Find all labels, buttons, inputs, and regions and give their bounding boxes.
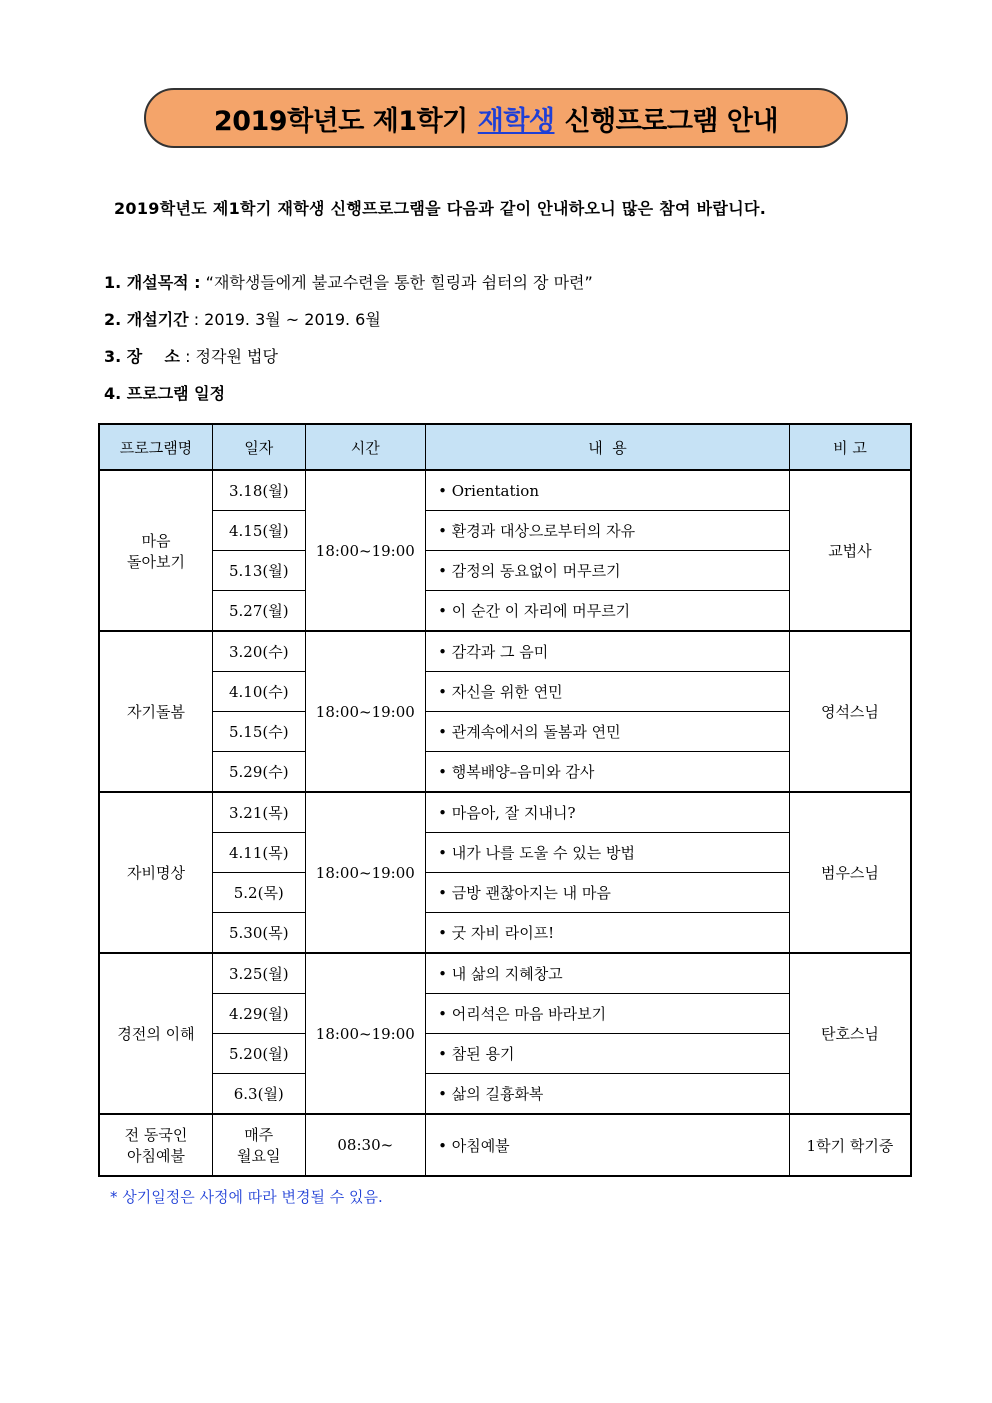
program-name-cell: 경전의 이해 xyxy=(99,953,213,1114)
info-place xyxy=(104,344,278,367)
intro-text: 2019학년도 제1학기 재학생 신행프로그램을 다음과 같이 안내하오니 많은 참여 바랍니다. xyxy=(114,199,767,218)
table-row xyxy=(99,873,911,913)
table-row xyxy=(99,752,911,793)
content-cell: • 금방 괜찮아지는 내 마음 xyxy=(426,873,790,913)
program-name-cell: 자기돌봄 xyxy=(99,631,213,792)
info-purpose xyxy=(104,270,593,293)
date-cell: 3.25(월) xyxy=(213,953,305,994)
table-body xyxy=(99,470,911,1176)
date-cell: 3.21(목) xyxy=(213,792,305,833)
info-purpose-value: “재학생들에게 불교수련을 통한 힐링과 쉼터의 장 마련” xyxy=(205,273,593,292)
content-cell: • 환경과 대상으로부터의 자유 xyxy=(426,511,790,551)
program-name-cell: 전 동국인 아침예불 xyxy=(99,1114,213,1176)
date-cell: 3.18(월) xyxy=(213,470,305,511)
program-name-cell: 마음 돌아보기 xyxy=(99,470,213,631)
date-cell: 3.20(수) xyxy=(213,631,305,672)
program-name-cell: 자비명상 xyxy=(99,792,213,953)
header-time: 시간 xyxy=(305,424,426,470)
date-cell: 5.2(목) xyxy=(213,873,305,913)
time-cell: 18:00~19:00 xyxy=(305,631,426,792)
content-cell: • 굿 자비 라이프! xyxy=(426,913,790,954)
table-row xyxy=(99,994,911,1034)
date-cell: 4.15(월) xyxy=(213,511,305,551)
date-cell: 4.10(수) xyxy=(213,672,305,712)
time-cell: 08:30~ xyxy=(305,1114,426,1176)
content-cell: • 어리석은 마음 바라보기 xyxy=(426,994,790,1034)
time-cell: 18:00~19:00 xyxy=(305,953,426,1114)
info-schedule xyxy=(104,381,225,404)
table-row xyxy=(99,470,911,511)
header-date: 일자 xyxy=(213,424,305,470)
date-cell: 5.13(월) xyxy=(213,551,305,591)
page-title xyxy=(144,88,848,148)
table-row xyxy=(99,712,911,752)
content-cell: • 내 삶의 지혜창고 xyxy=(426,953,790,994)
content-cell: • 참된 용기 xyxy=(426,1034,790,1074)
content-cell: • 삶의 길흉화복 xyxy=(426,1074,790,1115)
content-cell: • Orientation xyxy=(426,470,790,511)
schedule-table xyxy=(98,423,912,1177)
table-row xyxy=(99,953,911,994)
date-cell: 매주 월요일 xyxy=(213,1114,305,1176)
note-cell: 범우스님 xyxy=(789,792,911,953)
note-cell: 탄호스님 xyxy=(789,953,911,1114)
table-header-row xyxy=(99,424,911,470)
table-row xyxy=(99,511,911,551)
date-cell: 6.3(월) xyxy=(213,1074,305,1115)
time-cell: 18:00~19:00 xyxy=(305,470,426,631)
content-cell: • 이 순간 이 자리에 머무르기 xyxy=(426,591,790,632)
title-part2: 신행프로그램 안내 xyxy=(564,105,779,137)
title-highlight: 재학생 xyxy=(477,105,555,137)
content-cell: • 감각과 그 음미 xyxy=(426,631,790,672)
table-row xyxy=(99,591,911,632)
table-row xyxy=(99,792,911,833)
content-cell: • 자신을 위한 연민 xyxy=(426,672,790,712)
header-content: 내 용 xyxy=(426,424,790,470)
date-cell: 5.30(목) xyxy=(213,913,305,954)
table-row xyxy=(99,631,911,672)
date-cell: 4.11(목) xyxy=(213,833,305,873)
footnote: * 상기일정은 사정에 따라 변경될 수 있음. xyxy=(110,1188,383,1206)
content-cell: • 관계속에서의 돌봄과 연민 xyxy=(426,712,790,752)
table-row xyxy=(99,672,911,712)
table-row xyxy=(99,551,911,591)
note-cell: 교법사 xyxy=(789,470,911,631)
title-part1: 2019학년도 제1학기 xyxy=(213,105,468,137)
date-cell: 4.29(월) xyxy=(213,994,305,1034)
content-cell: • 내가 나를 도울 수 있는 방법 xyxy=(426,833,790,873)
header-note: 비 고 xyxy=(789,424,911,470)
table-row xyxy=(99,913,911,954)
date-cell: 5.29(수) xyxy=(213,752,305,793)
date-cell: 5.27(월) xyxy=(213,591,305,632)
table-row xyxy=(99,1074,911,1115)
date-cell: 5.15(수) xyxy=(213,712,305,752)
info-place-value: : 정각원 법당 xyxy=(185,347,278,366)
date-cell: 5.20(월) xyxy=(213,1034,305,1074)
table-row xyxy=(99,1034,911,1074)
info-period-value: : 2019. 3월 ~ 2019. 6월 xyxy=(193,310,381,329)
note-cell: 1학기 학기중 xyxy=(789,1114,911,1176)
content-cell: • 행복배양–음미와 감사 xyxy=(426,752,790,793)
time-cell: 18:00~19:00 xyxy=(305,792,426,953)
content-cell: • 마음아, 잘 지내니? xyxy=(426,792,790,833)
info-purpose-label: 1. 개설목적 : xyxy=(104,273,201,292)
content-cell: • 아침예불 xyxy=(426,1114,790,1176)
info-schedule-label: 4. 프로그램 일정 xyxy=(104,384,226,403)
info-period xyxy=(104,307,381,330)
table-row xyxy=(99,833,911,873)
info-place-label: 3. 장 소 xyxy=(104,347,180,366)
info-period-label: 2. 개설기간 xyxy=(104,310,189,329)
content-cell: • 감정의 동요없이 머무르기 xyxy=(426,551,790,591)
header-program: 프로그램명 xyxy=(99,424,213,470)
note-cell: 영석스님 xyxy=(789,631,911,792)
table-row xyxy=(99,1114,911,1176)
